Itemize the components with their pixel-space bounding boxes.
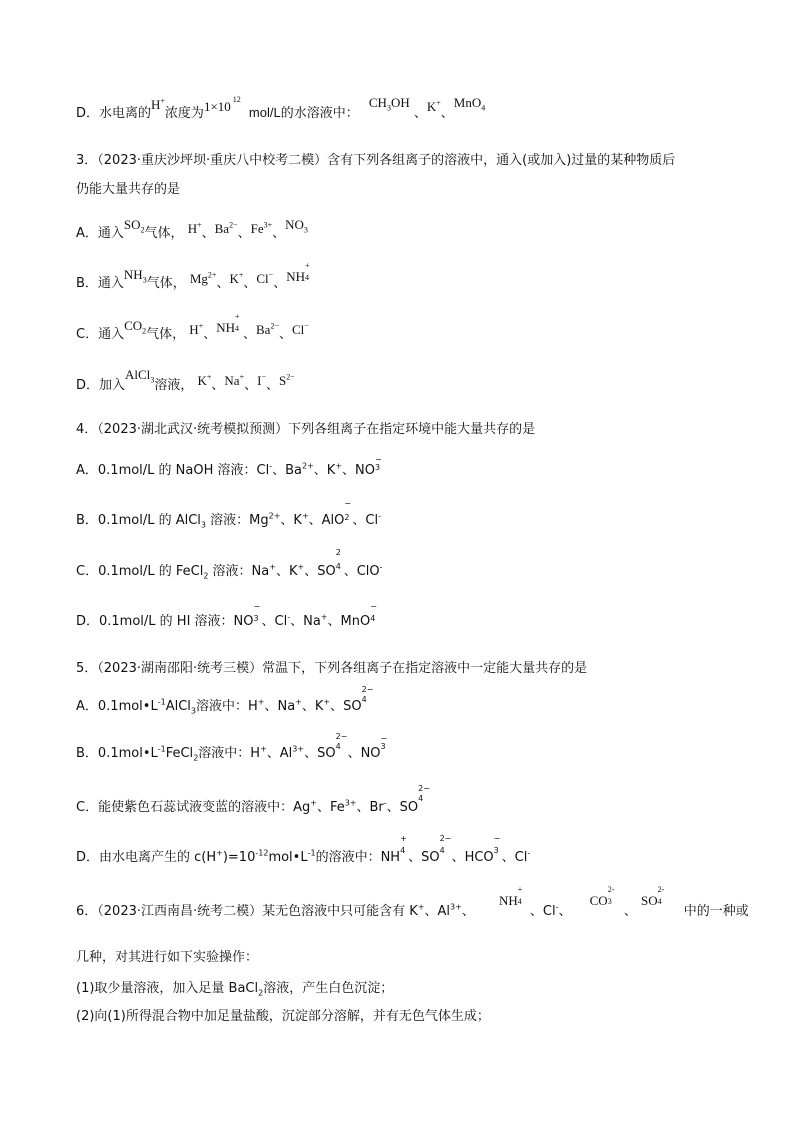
q5-option-c: C．能使紫色石蕊试液变蓝的溶液中：Ag+、$Fe^{3+}$、Br-、SO 2− 4 bbox=[76, 784, 430, 815]
q5-option-b: B．$0.1mol•L^{-1}FeCl_2$溶液中：H+、$Al^{3+}$、SO 2− 4 、NO − 3 bbox=[76, 732, 388, 763]
formula-concentration: 1×10 $^{12}$ bbox=[203, 94, 241, 114]
formula-nh4: NH + 4 bbox=[498, 885, 523, 908]
formula-so4: SO 2- 4 bbox=[640, 885, 665, 908]
q6-step-1: (1)取少量溶液，加入足量 BaCl$_2$溶液，产生白色沉淀； bbox=[76, 981, 394, 998]
q4-option-d: D．0.1mol/L 的 HI 溶液：NO − 3 、Cl-、Na+、MnO − 4 bbox=[76, 602, 377, 629]
q5-option-d: D．由水电离产生的 $c(H^+)=10^{-12}mol•L^{-1}$的溶液中：NH + 4 、SO 2− 4 、HCO − 3 、Cl- bbox=[76, 834, 531, 865]
q4-option-a: A．0.1mol/L 的 NaOH 溶液：Cl-、$Ba^{2+}$、K+、NO − 3 bbox=[76, 455, 382, 478]
q6-step-2: (2)向(1)所得混合物中加足量盐酸，沉淀部分溶解，并有无色气体生成； bbox=[76, 1009, 490, 1024]
q6-stem-line1: 6．（2023·江西南昌·统考二模）某无色溶液中只可能含有 K+、$Al^{3+}$、 NH + 4 、Cl-、 CO 2- 3 、 SO 2- 4 中的一种或 bbox=[76, 885, 749, 919]
q4-option-b: B．0.1mol/L 的 AlCl$_3$ 溶液：$Mg^{2+}$、K+、AlO − 2 、Cl- bbox=[76, 499, 381, 530]
q5-option-a: A．$0.1mol•L^{-1}AlCl_3$溶液中：H+、Na+、K+、SO 2− 4 bbox=[76, 685, 374, 716]
q3-option-b: B．通入$NH_3$气体， $Mg^{2+}$、K+、Cl−、NH + 4 bbox=[76, 261, 310, 291]
q4-stem: 4．（2023·湖北武汉·统考模拟预测）下列各组离子在指定环境中能大量共存的是 bbox=[76, 422, 536, 437]
q3-stem-line1: 3．（2023·重庆沙坪坝·重庆八中校考二模）含有下列各组离子的溶液中，通入(或加入)过量的某种物质后 bbox=[76, 153, 676, 168]
q3-option-a: A．通入$SO_2$气体， H+、$Ba^{2-}$、$Fe^{3+}$、$NO_3$ bbox=[76, 217, 308, 241]
formula-mno4: MnO$_4$ bbox=[453, 95, 486, 113]
q3-stem-line2: 仍能大量共存的是 bbox=[76, 182, 181, 197]
q3-option-d: D．加入AlCl$_3$溶液， K+、Na+、I−、$S^{2-}$ bbox=[76, 367, 295, 393]
q5-stem: 5．（2023·湖南邵阳·统考三模）常温下，下列各组离子在指定溶液中一定能大量共存的是 bbox=[76, 661, 588, 676]
formula-h: H+ bbox=[151, 96, 165, 112]
q2-option-d: D．水电离的H+浓度为1×10 $^{12}$ mol/L的水溶液中： $CH_3OH$ 、K+、MnO$_4$ bbox=[76, 94, 486, 121]
formula-ch3oh: $CH_3OH$ bbox=[368, 95, 410, 113]
q4-option-c: C．0.1mol/L 的 FeCl$_2$ 溶液：Na+、K+、SO 2 4 、ClO- bbox=[76, 548, 383, 581]
formula-k: K+ bbox=[426, 98, 441, 114]
q3-option-c: C．通入$CO_2$气体， H+、NH + 4 、$Ba^{2-}$、Cl− bbox=[76, 312, 309, 342]
formula-co3: CO 2- 3 bbox=[589, 885, 615, 908]
q6-stem-line2: 几种，对其进行如下实验操作： bbox=[76, 950, 259, 965]
